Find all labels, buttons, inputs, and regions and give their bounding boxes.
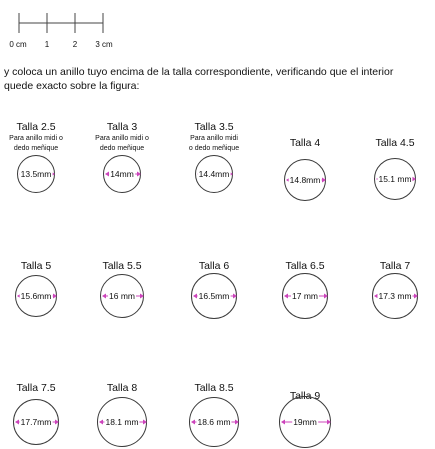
size-title: Talla 3 [106,121,138,133]
size-note: dedo meñique [13,145,59,152]
size-title: Talla 5.5 [102,260,142,272]
ring-circle [100,274,144,318]
size-title: Talla 8 [106,382,138,394]
ring-circle [13,399,59,445]
ring-circle [282,273,328,319]
ring-circle [279,396,331,448]
ruler-tick-label: 0 cm [9,40,27,49]
diameter-label: 17 mm [292,291,318,301]
size-note: Para anillo midi o [95,135,149,142]
ring-circle [15,275,57,317]
size-note: Para anillo midi [190,135,238,142]
ruler-tick-label: 1 [44,40,50,49]
size-title: Talla 9 [289,390,321,402]
ruler [0,0,435,60]
size-title: Talla 6 [198,260,230,272]
ring-circle [195,155,233,193]
ruler-tick-label: 2 [72,40,78,49]
diameter-label: 14mm [110,169,134,179]
size-note: Para anillo midi o [9,135,63,142]
instructions-line-1: y coloca un anillo tuyo encima de la talla correspondiente, verificando que el interior [4,66,394,78]
size-title: Talla 3.5 [194,121,234,133]
diameter-label: 15.1 mm [378,174,412,184]
diameter-label: 14.4mm [198,169,230,179]
diameter-label: 13.5mm [20,169,52,179]
size-note: o dedo meñique [188,145,240,152]
size-title: Talla 2.5 [16,121,56,133]
diameter-label: 19mm [293,417,317,427]
ring-circle [97,397,147,447]
size-title: Talla 6.5 [285,260,325,272]
size-title: Talla 7.5 [16,382,56,394]
diameter-label: 16.5mm [198,291,230,301]
size-title: Talla 5 [20,260,52,272]
diameter-label: 17.3 mm [378,291,412,301]
ring-circle [103,155,141,193]
diameter-label: 18.1 mm [105,417,139,427]
diameter-label: 18.6 mm [197,417,231,427]
ruler-tick-label: 3 cm [95,40,113,49]
diameter-label: 17.7mm [20,417,52,427]
size-title: Talla 8.5 [194,382,234,394]
ring-circle [191,273,237,319]
ring-circle [374,158,416,200]
diameter-label: 16 mm [109,291,135,301]
instructions-line-2: quede exacto sobre la figura: [4,80,140,92]
size-title: Talla 4 [289,137,321,149]
diameter-label: 14.8mm [289,175,321,185]
size-title: Talla 7 [379,260,411,272]
ring-circle [284,159,326,201]
ring-circle [17,155,55,193]
diameter-label: 15.6mm [20,291,52,301]
ring-circle [189,397,239,447]
size-note: dedo meñique [99,145,145,152]
size-title: Talla 4.5 [375,137,415,149]
ring-circle [372,273,418,319]
